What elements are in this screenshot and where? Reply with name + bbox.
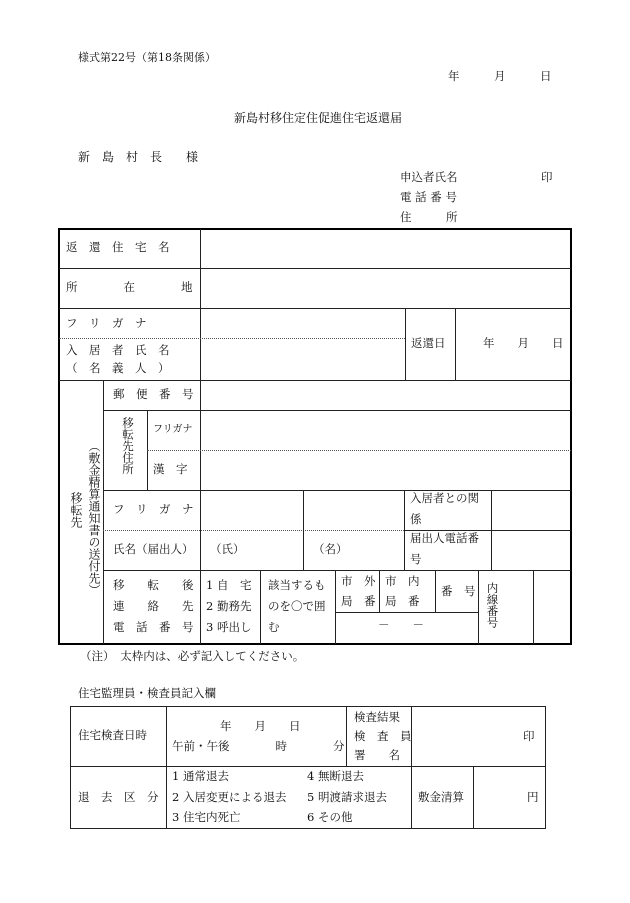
reason-2: 2 入居変更による退去 <box>172 790 287 804</box>
reason-label: 退 去 区 分 <box>78 790 159 804</box>
option-home: 1 自 宅 <box>206 578 252 592</box>
note: （注） 太枠内は、必ず記入してください。 <box>80 649 305 663</box>
inspection-date-ymd: 年 月 日 <box>220 719 301 733</box>
contact-label-3: 電 話 番 号 <box>113 620 194 634</box>
relation-label: 入居者との関 <box>410 491 479 505</box>
reason-5: 5 明渡請求退去 <box>307 790 387 804</box>
number-label: 番 号 <box>441 584 476 598</box>
destination-label: 移転先 <box>69 492 83 528</box>
postal-code-label: 郵 便 番 号 <box>113 387 194 401</box>
furigana-label: フ リ ガ ナ <box>66 316 147 330</box>
contact-label-1: 移 転 後 <box>113 578 194 592</box>
circle-note-2: のを〇で囲 <box>268 599 326 613</box>
resident-name-label: 入 居 者 氏 名 <box>66 343 170 357</box>
extension-label: 内線番号 <box>485 582 500 628</box>
phone-label: 届出人電話番 <box>410 531 479 545</box>
return-date-label: 返還日 <box>411 336 446 350</box>
phone-label-2: 号 <box>410 552 422 566</box>
inspector-label: 検 査 員 <box>354 729 412 743</box>
seal-mark: 印 <box>541 170 553 184</box>
reason-6: 6 その他 <box>307 810 353 824</box>
relation-label-2: 係 <box>410 512 422 526</box>
area-code-label-2: 局 番 <box>341 594 376 608</box>
local-code-label: 市 内 <box>385 574 420 588</box>
inspection-time: 午前・午後 時 分 <box>172 739 345 753</box>
location-label: 所 在 地 <box>66 280 193 294</box>
signature-label: 署 名 <box>354 748 400 762</box>
given-name-label: （名） <box>313 542 348 556</box>
deposit-notice-label: （敷金精算通知書の送付先） <box>87 440 101 596</box>
yen-label: 円 <box>527 790 539 804</box>
inspector-seal: 印 <box>523 729 535 743</box>
page-title: 新島村移住定住促進住宅返還届 <box>234 111 403 125</box>
family-name-label: （氏） <box>210 542 245 556</box>
form-number: 様式第22号（第18条関係） <box>78 51 216 64</box>
kanji-label: 漢 字 <box>153 462 188 476</box>
name-holder-label: （ 名 義 人 ） <box>66 361 170 375</box>
addressee: 新 島 村 長 様 <box>78 150 199 164</box>
applicant-phone-label: 電 話 番 号 <box>400 190 457 204</box>
applicant-address-label: 住 所 <box>400 210 458 224</box>
furigana2-label: フ リ ガ ナ <box>113 502 194 516</box>
applicant-name-row-label: 氏名（届出人） <box>113 542 194 556</box>
option-call: 3 呼出し <box>206 620 252 634</box>
date-line: 年 月 日 <box>448 69 552 83</box>
reason-3: 3 住宅内死亡 <box>172 810 241 824</box>
area-code-label: 市 外 <box>341 574 376 588</box>
phone-dash: － － <box>378 618 424 632</box>
local-code-label-2: 局 番 <box>385 594 420 608</box>
result-label: 検査結果 <box>354 710 400 724</box>
return-house-label: 返 還 住 宅 名 <box>66 240 170 254</box>
destination-address-label: 移転先住所 <box>121 417 135 475</box>
option-work: 2 勤務先 <box>206 599 252 613</box>
inspection-date-label: 住宅検査日時 <box>78 728 147 742</box>
deposit-label: 敷金清算 <box>418 790 464 804</box>
contact-label-2: 連 絡 先 <box>113 599 194 613</box>
return-date-field: 年 月 日 <box>483 336 564 350</box>
applicant-name-label: 申込者氏名 <box>400 170 458 184</box>
circle-note-3: む <box>268 620 280 634</box>
inspector-title: 住宅監理員・検査員記入欄 <box>78 686 216 700</box>
furigana-small-label: フリガナ <box>153 424 193 435</box>
circle-note-1: 該当するも <box>268 578 326 592</box>
reason-1: 1 通常退去 <box>172 769 229 783</box>
reason-4: 4 無断退去 <box>307 769 364 783</box>
